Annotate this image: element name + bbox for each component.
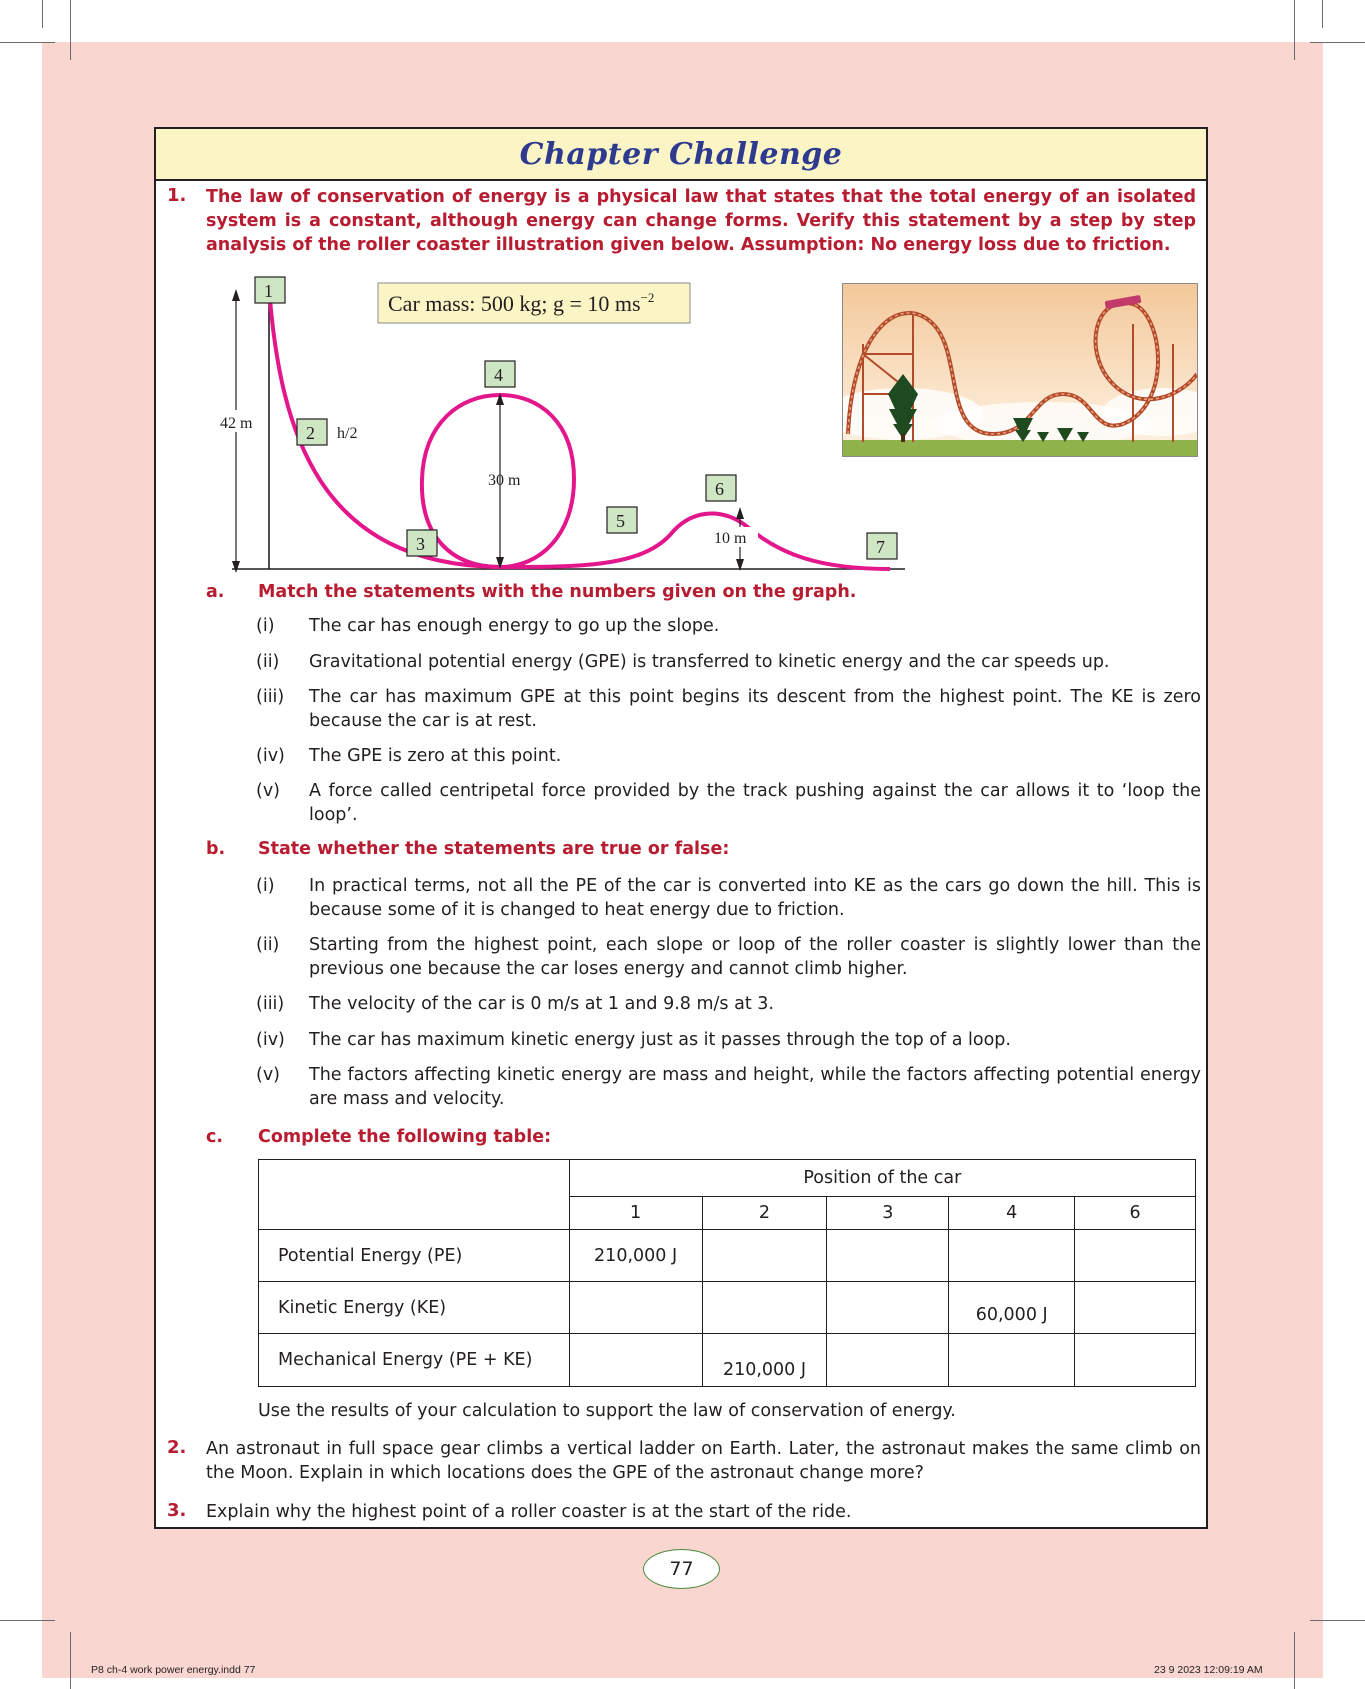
item-text: The car has enough energy to go up the slope. xyxy=(309,616,720,636)
point-2-box xyxy=(297,419,327,445)
table-position-header: 6 xyxy=(1075,1197,1196,1230)
item-number: (i) xyxy=(256,876,275,896)
point-3-label: 3 xyxy=(416,534,425,554)
table-position-header: 4 xyxy=(949,1197,1075,1230)
table-cell[interactable] xyxy=(1075,1334,1196,1387)
table-cell[interactable] xyxy=(949,1230,1075,1282)
table-cell[interactable] xyxy=(827,1334,949,1387)
item-text: The car has maximum kinetic energy just as it passes through the top of a loop. xyxy=(309,1030,1011,1050)
crop-mark xyxy=(1294,0,1295,60)
item-number: (iv) xyxy=(256,746,285,766)
point-5-label: 5 xyxy=(616,511,625,531)
crop-mark xyxy=(70,0,71,60)
table-cell[interactable]: 210,000 J xyxy=(702,1334,827,1387)
part-a-heading: Match the statements with the numbers given on the graph. xyxy=(258,582,857,602)
arrow-head-up xyxy=(232,289,240,301)
half-height-label: h/2 xyxy=(337,425,358,442)
item-number: (iii) xyxy=(256,687,285,707)
point-2-label: 2 xyxy=(306,423,315,443)
point-4-label: 4 xyxy=(494,365,503,385)
arrow-head-up xyxy=(736,507,744,519)
car-mass-box xyxy=(378,283,690,323)
part-b-heading: State whether the statements are true or false: xyxy=(258,839,730,859)
item-text: Gravitational potential energy (GPE) is transferred to kinetic energy and the car speeds up. xyxy=(309,652,1110,672)
question-number: 3. xyxy=(167,1500,187,1521)
question-text: Explain why the highest point of a roller coaster is at the start of the ride. xyxy=(206,1502,852,1522)
arrow-head-down xyxy=(232,561,240,573)
crop-mark xyxy=(0,1620,55,1621)
point-7-box xyxy=(867,533,897,559)
question-number: 1. xyxy=(167,185,187,206)
point-1-box xyxy=(255,277,285,303)
svg-text:Car mass: 500 kg; g = 10 ms−2 xyxy=(388,290,654,316)
crop-mark xyxy=(1322,0,1323,28)
table-instruction: Use the results of your calculation to support the law of conservation of energy. xyxy=(258,1401,956,1421)
point-3-box xyxy=(407,530,437,556)
roller-coaster-photo xyxy=(842,283,1198,457)
table-row-label: Kinetic Energy (KE) xyxy=(259,1282,570,1334)
table-cell[interactable] xyxy=(569,1334,702,1387)
table-row xyxy=(259,1282,1196,1334)
point-1-label: 1 xyxy=(264,281,273,301)
item-text: Starting from the highest point, each slope or loop of the roller coaster is slightly lower than the previous one because the car loses energy and cannot climb higher. xyxy=(309,935,1201,979)
point-6-label: 6 xyxy=(715,479,724,499)
table-corner-cell xyxy=(259,1160,570,1230)
item-text: In practical terms, not all the PE of the car is converted into KE as the cars go down the hill. This is because some of it is changed to heat energy due to friction. xyxy=(309,876,1201,920)
table-cell[interactable] xyxy=(702,1282,827,1334)
item-text: The car has maximum GPE at this point begins its descent from the highest point. The KE is zero because the car is at rest. xyxy=(309,687,1201,731)
point-7-label: 7 xyxy=(876,537,885,557)
crop-mark xyxy=(70,1632,71,1689)
table-row-label: Mechanical Energy (PE + KE) xyxy=(259,1334,570,1387)
page-number xyxy=(643,1549,720,1589)
question-text: An astronaut in full space gear climbs a vertical ladder on Earth. Later, the astronaut makes the same climb on the Moon. Explain in which locations does the GPE of the astronaut change more? xyxy=(206,1439,1201,1483)
page-number-text: 77 xyxy=(669,1558,694,1580)
item-text: The factors affecting kinetic energy are mass and height, while the factors affecting potential energy are mass and velocity. xyxy=(309,1065,1201,1109)
crop-mark xyxy=(1294,1632,1295,1689)
point-4-box xyxy=(485,361,515,387)
footer-timestamp: 23 9 2023 12:09:19 AM xyxy=(1154,1664,1263,1676)
crop-mark xyxy=(42,0,43,28)
table-cell[interactable] xyxy=(1075,1230,1196,1282)
car-mass-label: Car mass: 500 kg; g = 10 ms xyxy=(388,291,641,316)
table-row-label: Potential Energy (PE) xyxy=(259,1230,570,1282)
crop-mark xyxy=(1310,1620,1365,1621)
question-text: The law of conservation of energy is a physical law that states that the total energy of an isolated system is a constant, although energy can change forms. Verify this statement by a step by step analysis of the roller coaster illustration given below. Assumption: No energy loss due to friction. xyxy=(206,187,1196,255)
table-position-header: 2 xyxy=(702,1197,827,1230)
part-a-letter: a. xyxy=(206,582,225,602)
part-c-letter: c. xyxy=(206,1127,224,1147)
roller-coaster-diagram xyxy=(200,275,920,575)
item-number: (v) xyxy=(256,1065,281,1085)
track-path xyxy=(269,287,890,569)
table-cell[interactable]: 210,000 J xyxy=(569,1230,702,1282)
table-cell[interactable]: 60,000 J xyxy=(949,1282,1075,1334)
item-text: A force called centripetal force provided by the track pushing against the car allows it to ‘loop the loop’. xyxy=(309,781,1201,825)
table-row xyxy=(259,1334,1196,1387)
item-number: (i) xyxy=(256,616,275,636)
table-cell[interactable] xyxy=(949,1334,1075,1387)
energy-table xyxy=(258,1159,1196,1387)
point-5-box xyxy=(607,507,637,533)
item-number: (ii) xyxy=(256,935,280,955)
table-cell[interactable] xyxy=(827,1282,949,1334)
question-number: 2. xyxy=(167,1437,187,1458)
item-number: (ii) xyxy=(256,652,280,672)
table-row xyxy=(259,1230,1196,1282)
part-c-heading: Complete the following table: xyxy=(258,1127,552,1147)
point-6-box xyxy=(706,475,736,501)
item-text: The velocity of the car is 0 m/s at 1 and 9.8 m/s at 3. xyxy=(309,994,774,1014)
height-42-label: 42 m xyxy=(220,415,253,432)
table-cell[interactable] xyxy=(702,1230,827,1282)
title-bar xyxy=(156,129,1206,181)
table-cell[interactable] xyxy=(569,1282,702,1334)
table-position-header: 1 xyxy=(569,1197,702,1230)
item-number: (v) xyxy=(256,781,281,801)
car-mass-exponent: −2 xyxy=(640,290,655,305)
height-30-label: 30 m xyxy=(488,472,521,489)
table-cell[interactable] xyxy=(1075,1282,1196,1334)
crop-mark xyxy=(0,42,55,43)
item-text: The GPE is zero at this point. xyxy=(309,746,562,766)
table-group-header: Position of the car xyxy=(569,1160,1195,1197)
table-position-header: 3 xyxy=(827,1197,949,1230)
height-10-label: 10 m xyxy=(714,530,747,547)
footer-file-name: P8 ch-4 work power energy.indd 77 xyxy=(91,1664,256,1676)
page-title: Chapter Challenge xyxy=(519,136,843,172)
table-cell[interactable] xyxy=(827,1230,949,1282)
item-number: (iv) xyxy=(256,1030,285,1050)
item-number: (iii) xyxy=(256,994,285,1014)
crop-mark xyxy=(1310,42,1365,43)
part-b-letter: b. xyxy=(206,839,226,859)
